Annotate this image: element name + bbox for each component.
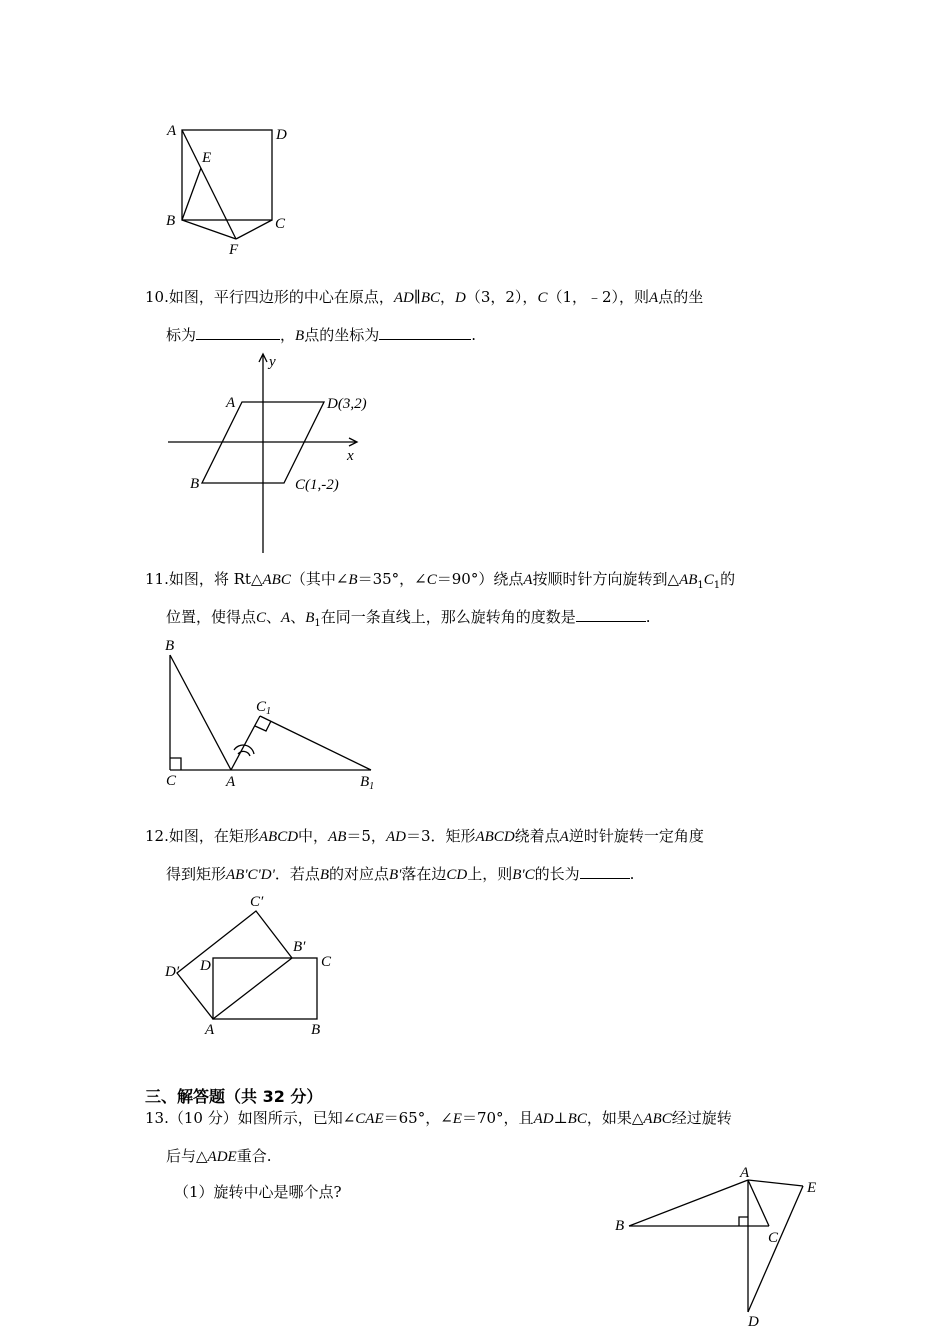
q12-ab: AB <box>328 829 347 845</box>
q12-b: B <box>319 867 329 883</box>
q12-text6: 逆时针旋转一定角度 <box>568 827 704 845</box>
label-c: C(1,-2) <box>295 477 339 493</box>
label-b: B <box>615 1218 625 1234</box>
q11-text7: 位置，使得点 <box>166 608 257 626</box>
q11-number: 11 <box>145 570 165 588</box>
q11-b: B <box>348 572 358 588</box>
label-b: B <box>311 1022 321 1038</box>
q12-text11: 上，则 <box>467 865 513 883</box>
label-a: A <box>740 1165 750 1181</box>
segment-ab <box>629 1180 748 1226</box>
q11-pt-a: A <box>281 610 291 626</box>
right-angle-mark <box>739 1217 748 1226</box>
q11-text: .如图，将 Rt△ <box>164 570 263 588</box>
q12-text9: 的对应点 <box>329 865 390 883</box>
q10-a: A <box>649 290 659 306</box>
q12-text3: ＝5， <box>346 827 386 845</box>
q13-ad: AD <box>533 1111 554 1127</box>
q10-number: 10 <box>145 288 165 306</box>
q13-ade: ADE <box>207 1149 237 1165</box>
label-c1: $C_1$ <box>256 699 272 717</box>
q12-cd: CD <box>446 867 468 883</box>
q11-pt-c: C <box>256 610 267 626</box>
label-f: F <box>229 242 239 258</box>
label-c: C <box>321 954 332 970</box>
q11-text2: （其中∠ <box>290 570 349 588</box>
q13-text2: ＝65°，∠ <box>383 1109 453 1127</box>
label-x: x <box>347 448 354 464</box>
q10-comma: ， <box>439 288 455 306</box>
label-d: D(3,2) <box>327 396 367 412</box>
q11-abc: ABC <box>262 572 291 588</box>
q11-text5: 按顺时针方向旋转到△ <box>532 570 680 588</box>
q11-sep1: 、 <box>266 608 282 626</box>
label-d: D <box>748 1314 759 1330</box>
q10-period: . <box>471 326 476 344</box>
q13-subquestion-1: （1）旋转中心是哪个点? <box>174 1183 342 1201</box>
label-a: A <box>205 1022 215 1038</box>
q11-c1: C <box>703 572 714 588</box>
q11-period: . <box>645 608 651 626</box>
label-y: y <box>269 354 276 370</box>
q10-parallel: ∥ <box>413 288 421 306</box>
q11-sub1: 1 <box>697 580 704 591</box>
q10-bc: BC <box>420 290 440 306</box>
label-d: D <box>276 127 287 143</box>
label-a: A <box>226 395 236 411</box>
label-e: E <box>202 150 212 166</box>
label-c-prime: C′ <box>250 894 264 910</box>
q13-text7: 重合. <box>236 1147 272 1165</box>
q13-text6: 后与△ <box>166 1147 208 1165</box>
q10-b: B <box>295 328 305 344</box>
q13-text3: ＝70°，且 <box>461 1109 534 1127</box>
q12-abcd2: ABCD <box>475 829 515 845</box>
label-b1: $B_1$ <box>360 774 375 792</box>
q12-abcd-prime: AB'C'D' <box>226 867 275 883</box>
q12-text10: 落在边 <box>401 865 447 883</box>
q11-ab: AB <box>679 572 698 588</box>
q11-text4: ＝90°）绕点 <box>436 570 524 588</box>
segment-ac <box>748 1180 769 1226</box>
q13-e: E <box>452 1111 462 1127</box>
q12-text2: 中， <box>298 827 329 845</box>
label-c: C <box>166 773 177 789</box>
q11-text8: 在同一条直线上，那么旋转角的度数是 <box>320 608 576 626</box>
q13-number: 13 <box>145 1109 165 1127</box>
q13-cae: CAE <box>355 1111 384 1127</box>
q13-bc: BC <box>567 1111 587 1127</box>
section-heading: 三、解答题（共 32 分） <box>145 1087 323 1106</box>
q10-text3: 点的坐标为 <box>304 326 380 344</box>
q10-text: .如图，平行四边形的中心在原点， <box>164 288 394 306</box>
segment-de <box>748 1186 803 1312</box>
label-b: B <box>190 476 200 492</box>
q13-text5: 经过旋转 <box>671 1109 732 1127</box>
q11-sep2: 、 <box>290 608 306 626</box>
q12-ad: AD <box>385 829 406 845</box>
q10-c-coord: （1，﹣2），则 <box>547 288 650 306</box>
label-e: E <box>807 1180 817 1196</box>
q12-b-prime: B' <box>389 867 402 883</box>
q13-abc: ABC <box>643 1111 672 1127</box>
label-b: B <box>165 638 175 654</box>
q12-bpc: B'C <box>512 867 535 883</box>
label-c: C <box>275 216 286 232</box>
q13-text4: ，如果△ <box>586 1109 644 1127</box>
q12-text: .如图，在矩形 <box>164 827 259 845</box>
label-b-prime: B′ <box>293 939 306 955</box>
q11-text6: 的 <box>720 570 736 588</box>
label-b: B <box>166 213 176 229</box>
q10-d-coord: （3，2）， <box>465 288 538 306</box>
q12-text5: 绕着点 <box>514 827 560 845</box>
q12-text7: 得到矩形 <box>166 865 227 883</box>
q11-text3: ＝35°，∠ <box>357 570 427 588</box>
q12-a: A <box>559 829 569 845</box>
q10-d: D <box>455 290 466 306</box>
q13-text: .（10 分）如图所示，已知∠ <box>164 1109 356 1127</box>
q11-a: A <box>523 572 533 588</box>
q11-pt-b1: B <box>305 610 315 626</box>
label-a: A <box>167 123 177 139</box>
q11-sub1b: 1 <box>713 580 721 591</box>
q12-text4: ＝3．矩形 <box>405 827 476 845</box>
q12-text8: ．若点 <box>274 865 320 883</box>
q10-ad: AD <box>393 290 414 306</box>
label-d: D <box>200 958 211 974</box>
q10-text2: 标为 <box>166 326 197 344</box>
q12-abcd: ABCD <box>258 829 299 845</box>
q10-text-end: 点的坐 <box>658 288 704 306</box>
q12-text12: 的长为 <box>534 865 580 883</box>
label-a: A <box>226 774 236 790</box>
segment-ae <box>748 1180 803 1186</box>
q12-period: . <box>629 865 635 883</box>
q11-pt-b1-sub: 1 <box>314 618 321 629</box>
q13-perp: ⊥ <box>553 1109 568 1127</box>
label-d-prime: D′ <box>165 964 180 980</box>
label-c: C <box>768 1230 779 1246</box>
q11-c: C <box>426 572 437 588</box>
q10-c: C <box>537 290 548 306</box>
q10-comma2: ， <box>280 326 296 344</box>
q12-number: 12 <box>145 827 165 845</box>
